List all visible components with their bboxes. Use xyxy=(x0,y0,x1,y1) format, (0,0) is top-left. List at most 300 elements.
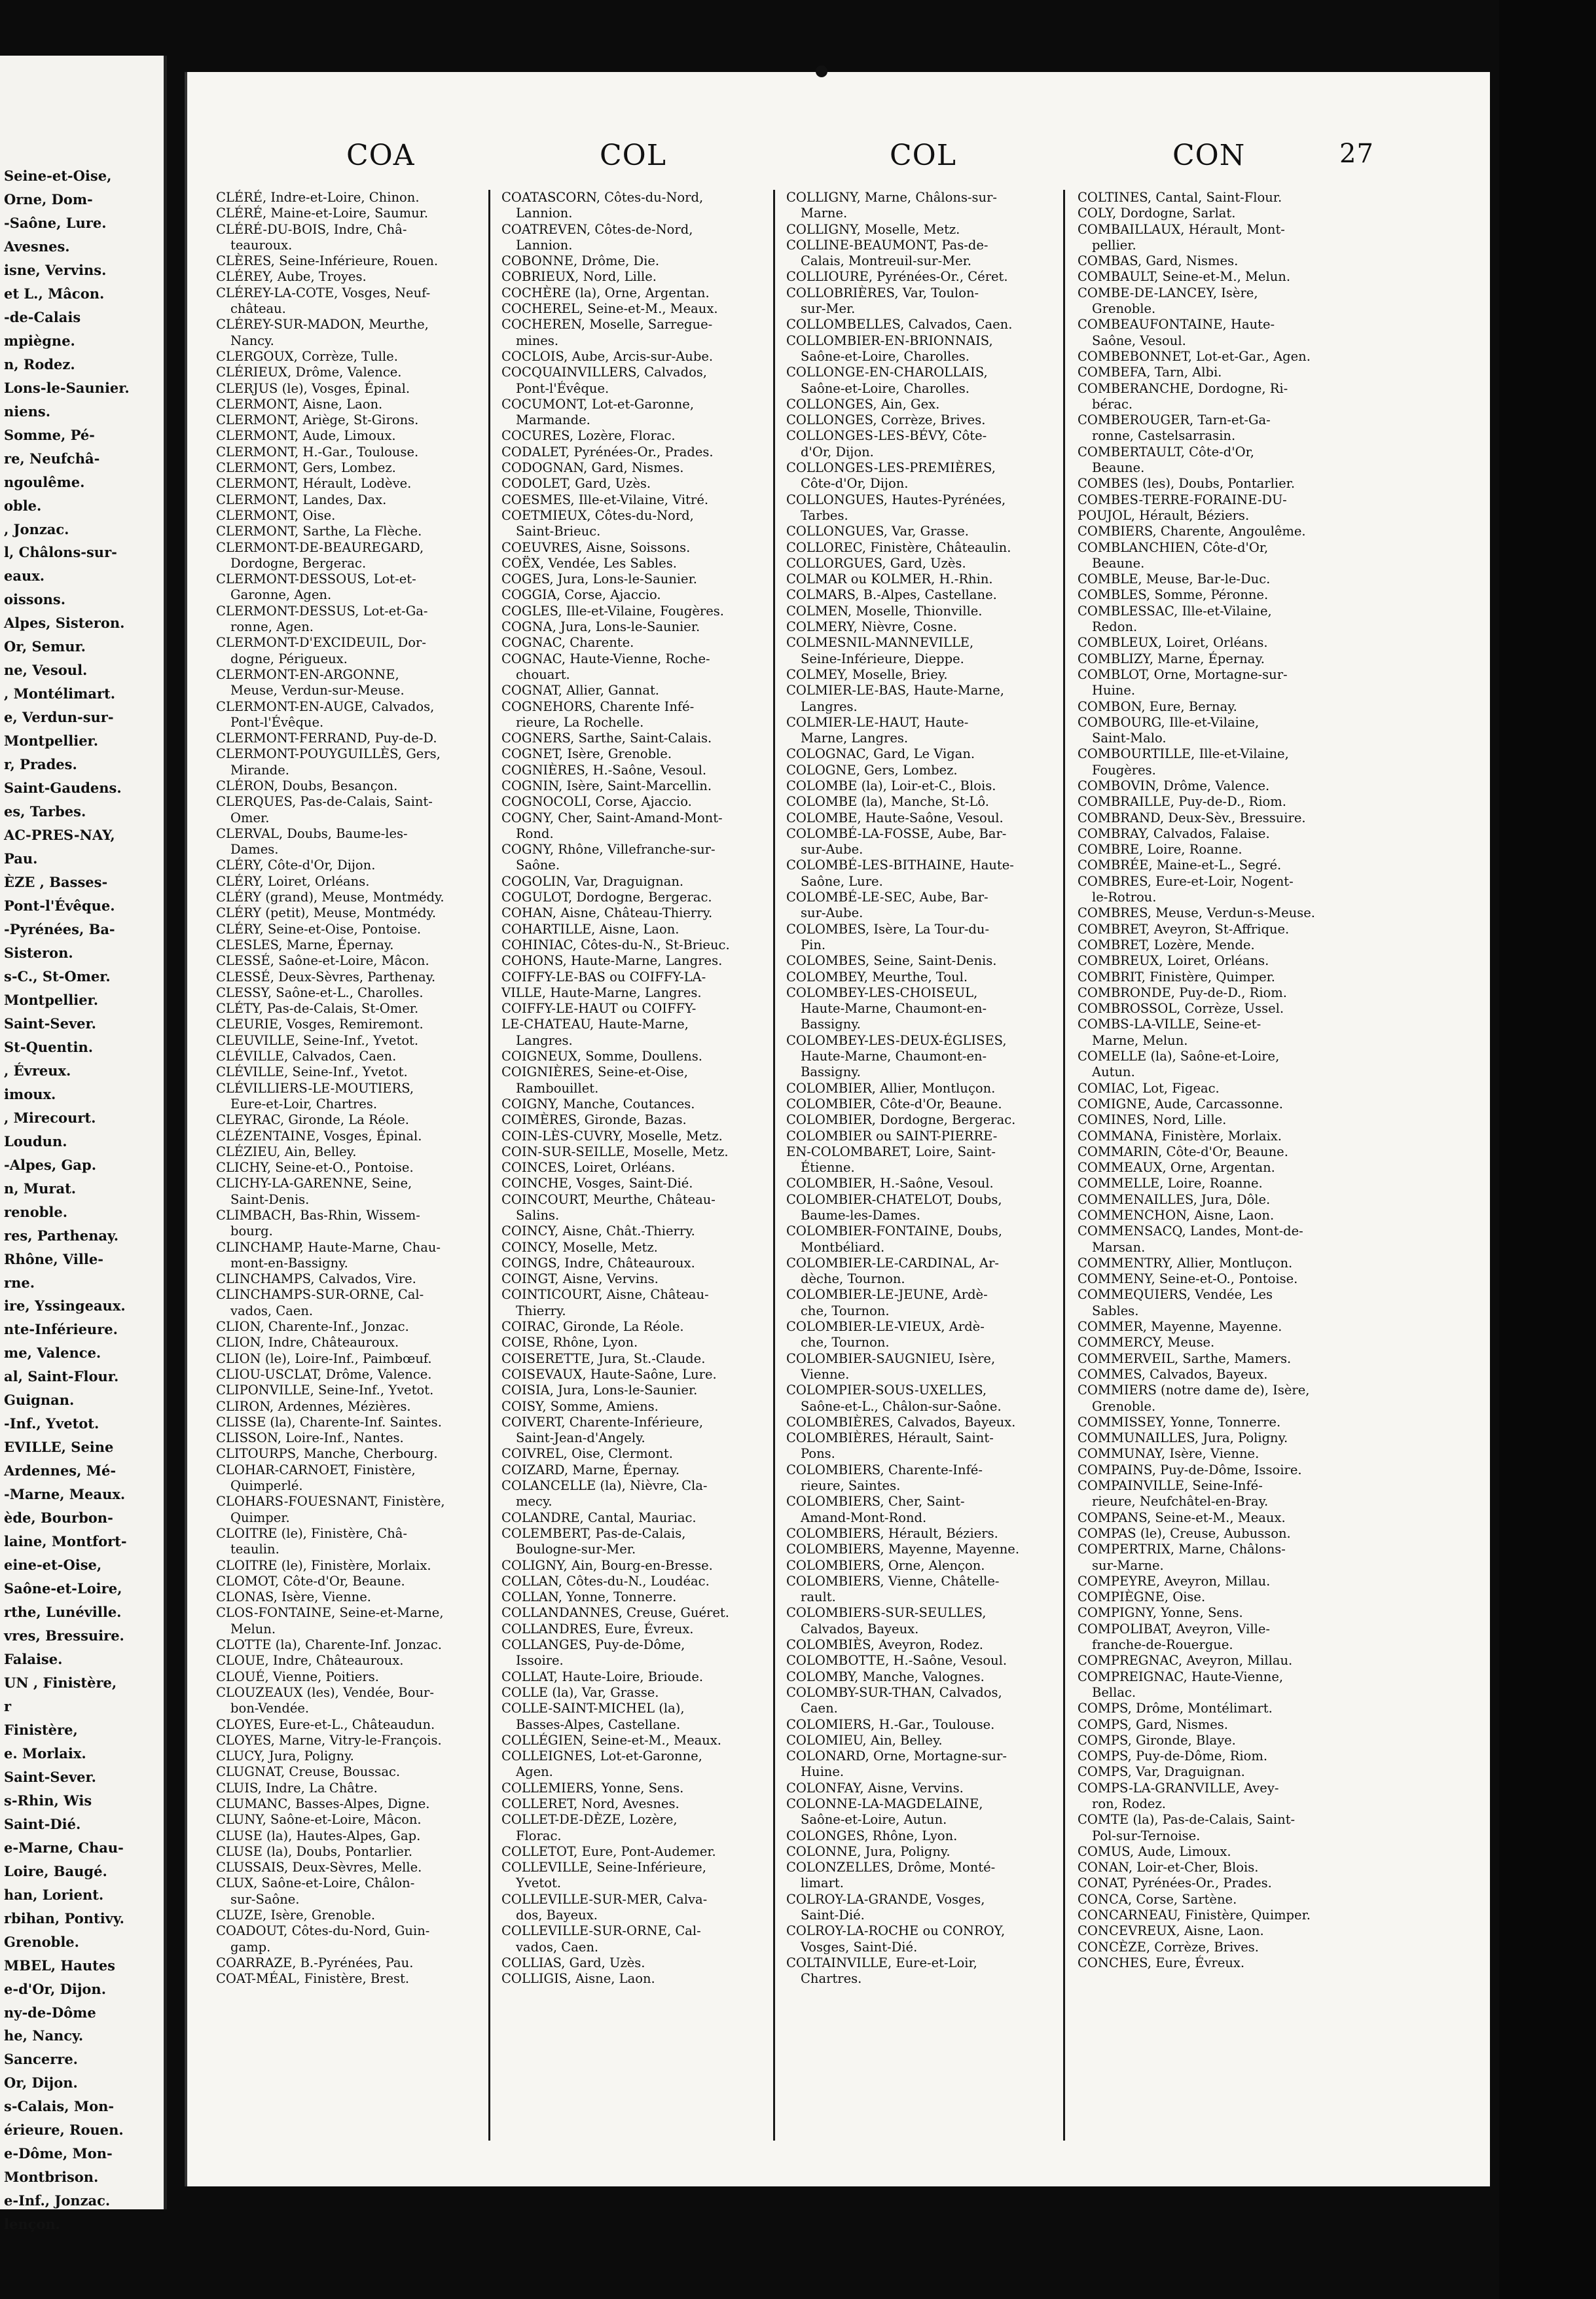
entry-line: Saint-Brieuc. xyxy=(516,524,601,539)
entry-line: CLÈRES, Seine-Inférieure, Rouen. xyxy=(216,253,439,269)
left-page-line: e-Dôme, Mon- xyxy=(4,2145,113,2162)
entry-line: COLY, Dordogne, Sarlat. xyxy=(1078,206,1236,221)
entry-line: COLLAN, Côtes-du-N., Loudéac. xyxy=(501,1573,710,1589)
entry-line: CONCA, Corse, Sartène. xyxy=(1078,1891,1237,1907)
entry-line: CLIRON, Ardennes, Mézières. xyxy=(216,1398,411,1414)
entry-line: CLÉZIEU, Ain, Belley. xyxy=(216,1144,357,1159)
entry-line: COLOMBIER, Côte-d'Or, Beaune. xyxy=(786,1096,1002,1112)
entry-line: COLROY-LA-ROCHE ou CONROY, xyxy=(786,1923,1006,1939)
entry-line: CLÉRIEUX, Drôme, Valence. xyxy=(216,365,402,380)
entry-line: COLOMBIER, Allier, Montluçon. xyxy=(786,1080,996,1096)
left-page-line: eine-et-Oise, xyxy=(4,1557,102,1574)
entry-line: CLUCY, Jura, Poligny. xyxy=(216,1748,354,1764)
entry-line: CLEYRAC, Gironde, La Réole. xyxy=(216,1112,409,1128)
entry-line: COLLET-DE-DÈZE, Lozère, xyxy=(501,1812,678,1828)
entry-line: CLOUE, Indre, Châteauroux. xyxy=(216,1653,404,1669)
entry-line: CLISSE (la), Charente-Inf. Saintes. xyxy=(216,1414,442,1430)
left-page-line: ÈZE , Basses- xyxy=(4,874,108,891)
entry-line: COLOMBES, Isère, La Tour-du- xyxy=(786,921,990,937)
entry-line: CLUMANC, Basses-Alpes, Digne. xyxy=(216,1796,430,1811)
entry-line: COISE, Rhône, Lyon. xyxy=(501,1335,638,1350)
running-head-1: COA xyxy=(346,139,415,172)
entry-line: COIGNIÈRES, Seine-et-Oise, xyxy=(501,1064,688,1080)
entry-line: pellier. xyxy=(1092,237,1136,253)
entry-line: COMBOURG, Ille-et-Vilaine, xyxy=(1078,714,1260,730)
entry-line: COLMERY, Nièvre, Cosne. xyxy=(786,619,957,635)
entry-line: COMTE (la), Pas-de-Calais, Saint- xyxy=(1078,1812,1296,1828)
entry-line: COLANCELLE (la), Nièvre, Cla- xyxy=(501,1478,708,1494)
entry-line: COLLOBRIÈRES, Var, Toulon- xyxy=(786,285,979,300)
entry-line: COLLONGE-EN-CHAROLLAIS, xyxy=(786,365,988,380)
entry-line: COHONS, Haute-Marne, Langres. xyxy=(501,953,723,969)
entry-line: COMBES-TERRE-FORAINE-DU- xyxy=(1078,492,1287,507)
entry-line: CLERGOUX, Corrèze, Tulle. xyxy=(216,348,398,364)
entry-line: CLUSSAIS, Deux-Sèvres, Melle. xyxy=(216,1860,422,1875)
entry-line: COLLEVILLE-SUR-MER, Calva- xyxy=(501,1891,708,1907)
entry-line: Huine. xyxy=(801,1764,844,1780)
entry-line: COMMUNAY, Isère, Vienne. xyxy=(1078,1446,1260,1462)
left-page-line: ny-de-Dôme xyxy=(4,2004,96,2021)
entry-line: Saône. xyxy=(516,858,560,873)
entry-line: POUJOL, Hérault, Béziers. xyxy=(1078,507,1250,523)
entry-line: CODALET, Pyrénées-Or., Prades. xyxy=(501,444,714,460)
entry-line: Lannion. xyxy=(516,237,573,253)
entry-line: COMBOVIN, Drôme, Valence. xyxy=(1078,778,1270,793)
left-page-line: ire, Yssingeaux. xyxy=(4,1297,126,1314)
left-page-line: Sisteron. xyxy=(4,944,73,961)
entry-line: Pin. xyxy=(801,937,826,952)
entry-line: COLLOMBIER-EN-BRIONNAIS, xyxy=(786,333,993,348)
left-page-line: Montpellier. xyxy=(4,733,99,750)
entry-line: COGNIÈRES, H.-Saône, Vesoul. xyxy=(501,762,707,778)
left-page-line: niens. xyxy=(4,403,51,420)
entry-line: dogne, Périgueux. xyxy=(230,651,348,666)
entry-line: CLERMONT-DESSUS, Lot-et-Ga- xyxy=(216,603,428,619)
left-page-line: isne, Vervins. xyxy=(4,261,107,278)
entry-line: CLUGNAT, Creuse, Boussac. xyxy=(216,1764,401,1780)
entry-line: CLERMONT-POUYGUILLÈS, Gers, xyxy=(216,746,441,762)
entry-line: COMBAILLAUX, Hérault, Mont- xyxy=(1078,221,1285,237)
entry-line: Amand-Mont-Rond. xyxy=(801,1510,927,1525)
entry-line: Thierry. xyxy=(516,1303,566,1318)
entry-line: COMBE-DE-LANCEY, Isère, xyxy=(1078,285,1258,300)
left-page-line: ne, Vesoul. xyxy=(4,662,88,679)
left-page-line: ngoulême. xyxy=(4,473,85,490)
entry-line: chouart. xyxy=(516,666,570,682)
entry-line: COARRAZE, B.-Pyrénées, Pau. xyxy=(216,1955,414,1970)
entry-line: rieure, Neufchâtel-en-Bray. xyxy=(1092,1494,1269,1510)
scan-speck xyxy=(816,65,827,77)
entry-line: COLOMBIER-FONTAINE, Doubs, xyxy=(786,1223,1002,1239)
entry-line: COMBLIZY, Marne, Épernay. xyxy=(1078,651,1265,666)
entry-line: CLOHARS-FOUESNANT, Finistère, xyxy=(216,1494,445,1510)
left-page-line: Montpellier. xyxy=(4,991,99,1008)
entry-line: COADOUT, Côtes-du-Nord, Guin- xyxy=(216,1923,430,1939)
left-page-line: Loire, Baugé. xyxy=(4,1862,107,1879)
left-page-line: rthe, Lunéville. xyxy=(4,1604,122,1621)
left-page-line: he, Nancy. xyxy=(4,2027,84,2044)
entry-line: CLERMONT-EN-ARGONNE, xyxy=(216,666,399,682)
entry-line: Agen. xyxy=(516,1764,553,1780)
column-rule xyxy=(1063,190,1065,2141)
left-page-line: re, Neufchâ- xyxy=(4,450,100,467)
left-page-line: Sancerre. xyxy=(4,2051,78,2068)
left-page-line: Avesnes. xyxy=(4,238,70,255)
entry-line: CLÉVILLIERS-LE-MOUTIERS, xyxy=(216,1080,414,1096)
left-page-line: mpiègne. xyxy=(4,332,75,349)
entry-line: CLÉREY, Aube, Troyes. xyxy=(216,269,367,285)
entry-line: COLLONGES-LES-BÉVY, Côte- xyxy=(786,428,987,444)
entry-line: COLTINES, Cantal, Saint-Flour. xyxy=(1078,190,1282,205)
entry-line: CLÉRY (grand), Meuse, Montmédy. xyxy=(216,890,444,905)
left-page-line: -Saône, Lure. xyxy=(4,214,107,231)
entry-line: COINGS, Indre, Châteauroux. xyxy=(501,1255,695,1271)
left-page-line: Saint-Sever. xyxy=(4,1768,96,1785)
entry-line: CLOYES, Marne, Vitry-le-François. xyxy=(216,1732,442,1748)
entry-line: Lannion. xyxy=(516,206,573,221)
entry-line: Marmande. xyxy=(516,412,590,428)
entry-line: COLLANDANNES, Creuse, Guéret. xyxy=(501,1605,729,1621)
entry-line: sur-Saône. xyxy=(230,1891,300,1907)
entry-line: COLOMBÉ-LE-SEC, Aube, Bar- xyxy=(786,890,988,905)
entry-line: CLICHY, Seine-et-O., Pontoise. xyxy=(216,1160,414,1176)
entry-line: COLLEIGNES, Lot-et-Garonne, xyxy=(501,1748,702,1764)
entry-line: Saint-Malo. xyxy=(1092,731,1167,746)
entry-line: COMBRÉE, Maine-et-L., Segré. xyxy=(1078,858,1282,873)
entry-line: COBONNE, Drôme, Die. xyxy=(501,253,660,269)
entry-line: CLERMONT, Aude, Limoux. xyxy=(216,428,396,444)
left-page-line: Or, Semur. xyxy=(4,638,86,655)
entry-line: sur-Mer. xyxy=(801,301,856,317)
entry-line: COMBLE, Meuse, Bar-le-Duc. xyxy=(1078,571,1271,587)
entry-line: COMPAINVILLE, Seine-Infé- xyxy=(1078,1478,1263,1494)
entry-line: Vienne. xyxy=(801,1366,850,1382)
entry-line: Meuse, Verdun-sur-Meuse. xyxy=(230,683,405,698)
left-page-line: res, Parthenay. xyxy=(4,1227,119,1244)
entry-line: COMMENSACQ, Landes, Mont-de- xyxy=(1078,1223,1303,1239)
entry-line: COINTICOURT, Aisne, Château- xyxy=(501,1287,709,1303)
entry-line: COMPIÈGNE, Oise. xyxy=(1078,1589,1206,1605)
entry-line: COCHÈRE (la), Orne, Argentan. xyxy=(501,285,710,300)
entry-line: COLLE (la), Var, Grasse. xyxy=(501,1684,659,1700)
entry-line: Dames. xyxy=(230,842,279,858)
entry-line: COMPS, Puy-de-Dôme, Riom. xyxy=(1078,1748,1268,1764)
entry-line: COGOLIN, Var, Draguignan. xyxy=(501,873,684,889)
entry-line: CLION (le), Loire-Inf., Paimbœuf. xyxy=(216,1350,432,1366)
entry-line: COMMIERS (notre dame de), Isère, xyxy=(1078,1383,1310,1398)
entry-line: CLERQUES, Pas-de-Calais, Saint- xyxy=(216,794,433,810)
entry-line: COMIAC, Lot, Figeac. xyxy=(1078,1080,1220,1096)
entry-line: COMBERTAULT, Côte-d'Or, xyxy=(1078,444,1254,460)
left-page-line: n, Murat. xyxy=(4,1180,77,1197)
left-page-line: UN , Finistère, xyxy=(4,1674,117,1691)
entry-line: CLERMONT, Hérault, Lodève. xyxy=(216,476,412,492)
entry-line: Chartres. xyxy=(801,1971,862,1987)
entry-line: CLOITRE (le), Finistère, Morlaix. xyxy=(216,1557,431,1573)
entry-line: sur-Aube. xyxy=(801,905,863,921)
entry-line: COMELLE (la), Saône-et-Loire, xyxy=(1078,1049,1280,1064)
entry-line: COMBON, Eure, Bernay. xyxy=(1078,698,1237,714)
entry-line: COMMISSEY, Yonne, Tonnerre. xyxy=(1078,1414,1281,1430)
entry-line: COLOMBE (la), Manche, St-Lô. xyxy=(786,794,989,810)
entry-line: COMMUNAILLES, Jura, Poligny. xyxy=(1078,1430,1288,1446)
entry-line: CLÉRY (petit), Meuse, Montmédy. xyxy=(216,905,437,921)
entry-line: COLOMBES, Seine, Saint-Denis. xyxy=(786,953,997,969)
entry-line: CLOITRE (le), Finistère, Châ- xyxy=(216,1525,407,1541)
entry-line: COMUS, Aude, Limoux. xyxy=(1078,1843,1231,1859)
entry-line: COMBEBONNET, Lot-et-Gar., Agen. xyxy=(1078,348,1311,364)
running-head-3: COL xyxy=(890,139,956,172)
entry-line: CLÉRÉ, Maine-et-Loire, Saumur. xyxy=(216,206,429,221)
entry-line: COIN-SUR-SEILLE, Moselle, Metz. xyxy=(501,1144,729,1159)
entry-line: COMBEROUGER, Tarn-et-Ga- xyxy=(1078,412,1271,428)
entry-line: Issoire. xyxy=(516,1653,564,1669)
entry-line: COLLONGUES, Var, Grasse. xyxy=(786,524,969,539)
entry-line: Dordogne, Bergerac. xyxy=(230,555,367,571)
entry-line: dèche, Tournon. xyxy=(801,1271,905,1287)
entry-line: COMBLES, Somme, Péronne. xyxy=(1078,587,1269,603)
running-head-4: CON xyxy=(1172,139,1246,172)
entry-line: CLÉVILLE, Calvados, Caen. xyxy=(216,1049,397,1064)
entry-line: COMPS, Var, Draguignan. xyxy=(1078,1764,1245,1780)
entry-line: Fougères. xyxy=(1092,762,1156,778)
entry-line: CLERMONT, Gers, Lombez. xyxy=(216,460,396,476)
entry-line: COGNIN, Isère, Saint-Marcellin. xyxy=(501,778,712,793)
entry-line: Baume-les-Dames. xyxy=(801,1208,921,1223)
entry-line: COLOGNAC, Gard, Le Vigan. xyxy=(786,746,975,762)
entry-line: COLLONGES, Ain, Gex. xyxy=(786,396,940,412)
entry-line: COIMÈRES, Gironde, Bazas. xyxy=(501,1112,687,1128)
entry-line: COMIGNE, Aude, Carcassonne. xyxy=(1078,1096,1283,1112)
entry-line: CLUX, Saône-et-Loire, Châlon- xyxy=(216,1875,415,1891)
entry-line: COMBAULT, Seine-et-M., Melun. xyxy=(1078,269,1291,285)
entry-line: COMMES, Calvados, Bayeux. xyxy=(1078,1366,1268,1382)
entry-line: COBRIEUX, Nord, Lille. xyxy=(501,269,657,285)
entry-line: COMBERANCHE, Dordogne, Ri- xyxy=(1078,380,1288,396)
left-page-line: han, Lorient. xyxy=(4,1886,104,1903)
left-page-line: MBEL, Hautes xyxy=(4,1957,115,1974)
entry-line: COCLOIS, Aube, Arcis-sur-Aube. xyxy=(501,348,714,364)
entry-line: rieure, Saintes. xyxy=(801,1478,901,1494)
entry-line: COLOMBEY-LES-DEUX-ÉGLISES, xyxy=(786,1032,1007,1048)
left-page-line: et L., Mâcon. xyxy=(4,285,105,302)
entry-line: COLLAN, Yonne, Tonnerre. xyxy=(501,1589,677,1605)
entry-line: COLONNE-LA-MAGDELAINE, xyxy=(786,1796,983,1811)
entry-line: sur-Marne. xyxy=(1092,1557,1164,1573)
entry-line: Rambouillet. xyxy=(516,1080,599,1096)
left-page-line: Pont-l'Évêque. xyxy=(4,897,115,914)
entry-line: COLLEVILLE, Seine-Inférieure, xyxy=(501,1860,706,1875)
left-page-line: Lons-le-Saunier. xyxy=(4,379,130,396)
entry-line: COAT-MÉAL, Finistère, Brest. xyxy=(216,1971,410,1987)
left-page-line: Rhône, Ville- xyxy=(4,1250,103,1267)
entry-line: COGNOCOLI, Corse, Ajaccio. xyxy=(501,794,692,810)
entry-line: COLOMBIERS, Orne, Alençon. xyxy=(786,1557,985,1573)
entry-line: Saône-et-L., Châlon-sur-Saône. xyxy=(801,1398,1002,1414)
entry-line: COMMANA, Finistère, Morlaix. xyxy=(1078,1128,1282,1144)
entry-line: COGNAC, Charente. xyxy=(501,635,634,651)
entry-line: COMBRE, Loire, Roanne. xyxy=(1078,842,1242,858)
entry-line: Tarbes. xyxy=(801,507,848,523)
entry-line: teaulin. xyxy=(230,1542,280,1557)
entry-line: Pont-l'Évêque. xyxy=(516,380,609,396)
entry-line: COMINES, Nord, Lille. xyxy=(1078,1112,1227,1128)
entry-line: CLIOU-USCLAT, Drôme, Valence. xyxy=(216,1366,432,1382)
entry-line: Boulogne-sur-Mer. xyxy=(516,1542,636,1557)
left-page-line: , Jonzac. xyxy=(4,520,69,537)
entry-line: COMBRET, Lozère, Mende. xyxy=(1078,937,1255,952)
entry-line: COLLINE-BEAUMONT, Pas-de- xyxy=(786,237,988,253)
entry-line: COLLIGIS, Aisne, Laon. xyxy=(501,1971,655,1987)
entry-line: COMPREGNAC, Aveyron, Millau. xyxy=(1078,1653,1293,1669)
entry-line: COMMER, Mayenne, Mayenne. xyxy=(1078,1319,1282,1335)
entry-line: COLOMBIER-LE-JEUNE, Ardè- xyxy=(786,1287,988,1303)
entry-column-2 xyxy=(501,190,789,1987)
entry-line: COMMELLE, Loire, Roanne. xyxy=(1078,1176,1263,1191)
left-page-line: s-C., St-Omer. xyxy=(4,968,111,985)
entry-line: COIGNEUX, Somme, Doullens. xyxy=(501,1049,702,1064)
left-page-line: -Alpes, Gap. xyxy=(4,1156,97,1173)
entry-line: rieure, La Rochelle. xyxy=(516,714,644,730)
left-page-line: Falaise. xyxy=(4,1650,63,1667)
entry-line: CLIPONVILLE, Seine-Inf., Yvetot. xyxy=(216,1383,434,1398)
entry-line: COATREVEN, Côtes-de-Nord, xyxy=(501,221,693,237)
entry-line: COMBEFA, Tarn, Albi. xyxy=(1078,365,1222,380)
entry-line: sur-Aube. xyxy=(801,842,863,858)
left-page-line: , Montélimart. xyxy=(4,685,116,702)
entry-line: Langres. xyxy=(801,698,858,714)
entry-line: COMPEYRE, Aveyron, Millau. xyxy=(1078,1573,1271,1589)
entry-line: Marne. xyxy=(801,206,848,221)
entry-line: CONAT, Pyrénées-Or., Prades. xyxy=(1078,1875,1272,1891)
left-page-line: Seine-et-Oise, xyxy=(4,168,112,184)
entry-line: COMMEAUX, Orne, Argentan. xyxy=(1078,1160,1275,1176)
left-page-line: e-Marne, Chau- xyxy=(4,1839,124,1856)
entry-line: Montbéliard. xyxy=(801,1239,885,1255)
entry-line: vados, Caen. xyxy=(230,1303,314,1318)
left-page-line: Saint-Gaudens. xyxy=(4,780,122,797)
left-page-line: -Inf., Yvetot. xyxy=(4,1415,100,1432)
entry-line: CLÉZENTAINE, Vosges, Épinal. xyxy=(216,1128,422,1144)
entry-line: mines. xyxy=(516,333,559,348)
entry-line: vados, Caen. xyxy=(516,1939,599,1955)
entry-line: COLOMBIER-SAUGNIEU, Isère, xyxy=(786,1350,996,1366)
entry-line: VILLE, Haute-Marne, Langres. xyxy=(501,985,702,1000)
entry-line: COGNET, Isère, Grenoble. xyxy=(501,746,672,762)
entry-line: COLOMBIÈS, Aveyron, Rodez. xyxy=(786,1637,983,1653)
entry-line: CLEUVILLE, Seine-Inf., Yvetot. xyxy=(216,1032,419,1048)
left-page-line: imoux. xyxy=(4,1085,56,1102)
entry-line: CLOMOT, Côte-d'Or, Beaune. xyxy=(216,1573,405,1589)
entry-line: Grenoble. xyxy=(1092,301,1156,317)
entry-line: CLOUÉ, Vienne, Poitiers. xyxy=(216,1669,379,1684)
entry-line: COLLE-SAINT-MICHEL (la), xyxy=(501,1701,685,1716)
entry-line: COMBRAILLE, Puy-de-D., Riom. xyxy=(1078,794,1286,810)
left-page-line: Saint-Dié. xyxy=(4,1815,81,1832)
entry-line: COISEVAUX, Haute-Saône, Lure. xyxy=(501,1366,717,1382)
entry-line: COLLIOURE, Pyrénées-Or., Céret. xyxy=(786,269,1008,285)
entry-line: Grenoble. xyxy=(1092,1398,1156,1414)
entry-line: mont-en-Bassigny. xyxy=(230,1255,348,1271)
entry-line: bourg. xyxy=(230,1223,273,1239)
entry-line: CLÉRY, Loiret, Orléans. xyxy=(216,873,370,889)
entry-line: COGNY, Rhône, Villefranche-sur- xyxy=(501,842,716,858)
entry-line: CLISSON, Loire-Inf., Nantes. xyxy=(216,1430,404,1446)
entry-line: COMBRONDE, Puy-de-D., Riom. xyxy=(1078,985,1287,1000)
left-page-line: AC-PRES-NAY, xyxy=(4,827,115,844)
entry-line: CLINCHAMPS-SUR-ORNE, Cal- xyxy=(216,1287,424,1303)
entry-line: Eure-et-Loir, Chartres. xyxy=(230,1096,378,1112)
entry-line: COMBIERS, Charente, Angoulême. xyxy=(1078,524,1306,539)
entry-line: CLOTTE (la), Charente-Inf. Jonzac. xyxy=(216,1637,442,1653)
entry-line: Seine-Inférieure, Dieppe. xyxy=(801,651,964,666)
entry-line: COIVREL, Oise, Clermont. xyxy=(501,1446,673,1462)
entry-line: COLEMBERT, Pas-de-Calais, xyxy=(501,1525,686,1541)
entry-line: Saône, Lure. xyxy=(801,873,883,889)
entry-line: COLOMBIER-CHATELOT, Doubs, xyxy=(786,1191,1002,1207)
left-page-line: Pau. xyxy=(4,850,38,867)
entry-line: COLLIAS, Gard, Uzès. xyxy=(501,1955,645,1970)
entry-line: COETMIEUX, Côtes-du-Nord, xyxy=(501,507,694,523)
entry-line: Pol-sur-Ternoise. xyxy=(1092,1828,1201,1843)
entry-line: COLOMBY, Manche, Valognes. xyxy=(786,1669,985,1684)
entry-line: COLONARD, Orne, Mortagne-sur- xyxy=(786,1748,1007,1764)
entry-line: CLERMONT-D'EXCIDEUIL, Dor- xyxy=(216,635,426,651)
entry-line: che, Tournon. xyxy=(801,1335,890,1350)
entry-line: COMBEAUFONTAINE, Haute- xyxy=(1078,317,1275,333)
entry-line: COLLONGES-LES-PREMIÈRES, xyxy=(786,460,996,476)
entry-line: CLERJUS (le), Vosges, Épinal. xyxy=(216,380,410,396)
entry-line: COMPS, Gard, Nismes. xyxy=(1078,1716,1229,1732)
entry-line: CLERMONT, Landes, Dax. xyxy=(216,492,387,507)
entry-line: COLOMBIERS-SUR-SEULLES, xyxy=(786,1605,987,1621)
entry-line: CLOYES, Eure-et-L., Châteaudun. xyxy=(216,1716,435,1732)
left-page-line: -Marne, Meaux. xyxy=(4,1486,126,1503)
entry-line: COLOMBEY-LES-CHOISEUL, xyxy=(786,985,978,1000)
entry-line: COLLEMIERS, Yonne, Sens. xyxy=(501,1780,684,1796)
entry-line: CLICHY-LA-GARENNE, Seine, xyxy=(216,1176,412,1191)
left-page-line: Or, Dijon. xyxy=(4,2074,78,2091)
page-number: 27 xyxy=(1339,139,1374,169)
entry-line: CLINCHAMP, Haute-Marne, Chau- xyxy=(216,1239,441,1255)
entry-line: CONAN, Loir-et-Cher, Blois. xyxy=(1078,1860,1259,1875)
entry-line: CLITOURPS, Manche, Cherbourg. xyxy=(216,1446,438,1462)
entry-line: COLOMPIER-SOUS-UXELLES, xyxy=(786,1383,987,1398)
entry-line: COMBRET, Aveyron, St-Affrique. xyxy=(1078,921,1290,937)
entry-line: COCQUAINVILLERS, Calvados, xyxy=(501,365,708,380)
entry-line: COMMERCY, Meuse. xyxy=(1078,1335,1215,1350)
left-page-line: eaux. xyxy=(4,568,45,585)
entry-line: COCHEREN, Moselle, Sarregue- xyxy=(501,317,713,333)
entry-line: CLERMONT, Aisne, Laon. xyxy=(216,396,383,412)
entry-line: Bellac. xyxy=(1092,1684,1136,1700)
entry-line: COMBLESSAC, Ille-et-Vilaine, xyxy=(1078,603,1272,619)
entry-line: mecy. xyxy=(516,1494,553,1510)
left-page-line: , Mirecourt. xyxy=(4,1109,96,1126)
entry-line: CLESSY, Saône-et-L., Charolles. xyxy=(216,985,424,1000)
left-page-line: e-Inf., Jonzac. xyxy=(4,2192,111,2209)
entry-line: CONCARNEAU, Finistère, Quimper. xyxy=(1078,1908,1311,1923)
entry-line: COISY, Somme, Amiens. xyxy=(501,1398,659,1414)
entry-line: COHARTILLE, Aisne, Laon. xyxy=(501,921,680,937)
entry-line: CLION, Indre, Châteauroux. xyxy=(216,1335,399,1350)
left-page-line: nte-Inférieure. xyxy=(4,1321,118,1338)
entry-line: Langres. xyxy=(516,1032,573,1048)
entry-line: COGNEHORS, Charente Infé- xyxy=(501,698,695,714)
left-page-line: Loudun. xyxy=(4,1132,67,1150)
entry-line: COLLAT, Haute-Loire, Brioude. xyxy=(501,1669,704,1684)
entry-line: COHAN, Aisne, Château-Thierry. xyxy=(501,905,713,921)
